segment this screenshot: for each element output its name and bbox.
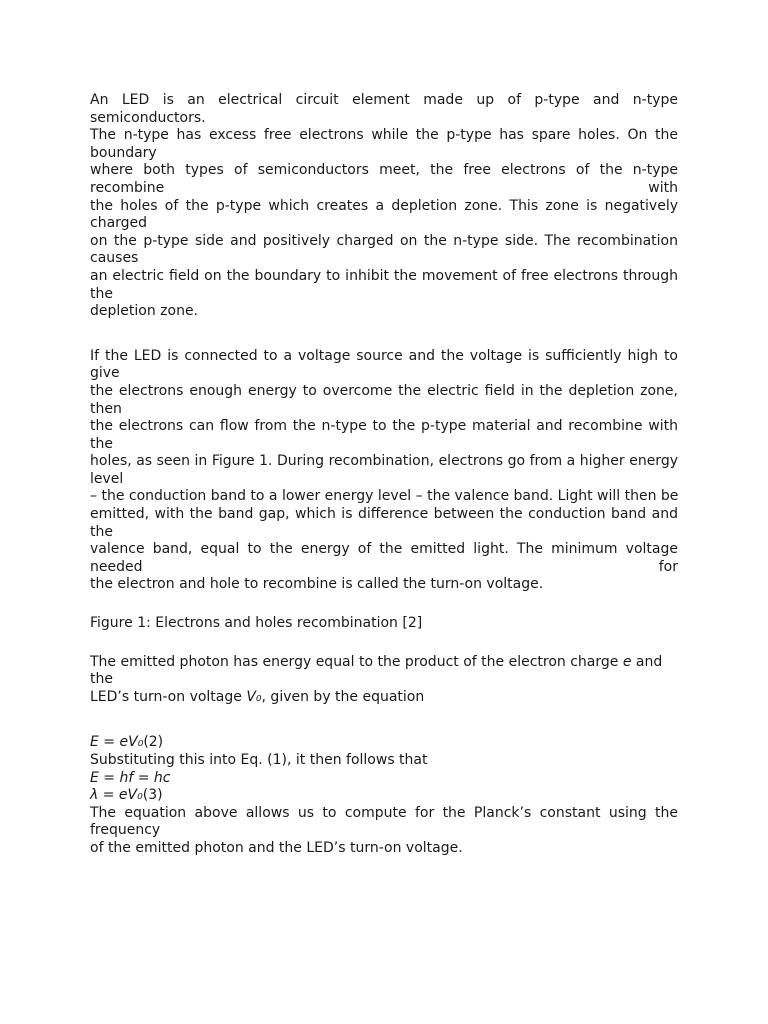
paragraph-led-intro	[90, 92, 678, 321]
text-line: The equation above allows us to compute for the Planck’s constant using the	[90, 804, 678, 821]
text-line: semiconductors.	[90, 109, 206, 126]
text-line: The n-type has excess free electrons while the p-type has spare holes. On the	[90, 127, 678, 144]
text-line: the electron and hole to recombine is called the turn-on voltage.	[90, 576, 544, 593]
variable-v0: V₀	[246, 688, 262, 705]
eq-expression: E = hf = hc	[90, 769, 171, 786]
text-fragment: The emitted photon has energy equal to the product of the electron charge	[90, 653, 623, 670]
text-line: the	[90, 671, 113, 688]
text-line: the	[90, 285, 113, 302]
eq-rhs: eV₀	[118, 787, 143, 804]
text-line: of the emitted photon and the LED’s turn-on voltage.	[90, 839, 463, 856]
text-line: charged	[90, 215, 148, 232]
text-fragment: with	[648, 179, 678, 196]
eq-rhs: eV₀	[119, 734, 144, 751]
text-line: Substituting this into Eq. (1), it then follows that	[90, 752, 428, 768]
text-line: the electrons can flow from the n-type to the p-type material and recombine with	[90, 418, 678, 435]
equation-3	[90, 787, 678, 805]
equation-2	[90, 734, 678, 752]
text-line: – the conduction band to a lower energy level – the valence band. Light will then be	[90, 488, 679, 505]
text-line: then	[90, 400, 122, 417]
text-line: the	[90, 435, 113, 452]
text-line: the	[90, 523, 113, 540]
eq-lhs: E	[90, 734, 99, 751]
document-page	[90, 92, 678, 858]
equations-block	[90, 734, 678, 804]
text-line	[90, 559, 678, 577]
text-line: holes, as seen in Figure 1. During recombination, electrons go from a higher energy	[90, 453, 678, 470]
text-line: level	[90, 470, 124, 487]
text-line	[90, 654, 678, 672]
text-fragment: , given by the equation	[261, 688, 425, 705]
eq-lhs: λ =	[90, 787, 119, 804]
equation-hf	[90, 770, 678, 788]
text-fragment: needed	[90, 558, 143, 575]
text-fragment: recombine	[90, 179, 165, 196]
text-line: If the LED is connected to a voltage source and the voltage is sufficiently high to	[90, 347, 678, 364]
text-fragment: for	[658, 558, 678, 575]
text-line	[90, 689, 678, 707]
text-line	[90, 180, 678, 198]
eq-number: (2)	[143, 734, 164, 751]
text-line: causes	[90, 250, 139, 267]
paragraph-planck-constant	[90, 805, 678, 858]
text-line: boundary	[90, 144, 157, 161]
eq-equals: =	[98, 734, 120, 751]
text-fragment: LED’s turn-on voltage	[90, 688, 247, 705]
text-line: the electrons enough energy to overcome the electric field in the depletion zone,	[90, 382, 678, 399]
text-line: on the p-type side and positively charged on the n-type side. The recombination	[90, 232, 678, 249]
text-line: an electric field on the boundary to inhibit the movement of free electrons through	[90, 267, 678, 284]
paragraph-photon-energy	[90, 654, 678, 707]
figure-caption: Figure 1: Electrons and holes recombination [2]	[90, 615, 423, 632]
text-line: where both types of semiconductors meet, the free electrons of the n-type	[90, 162, 678, 179]
paragraph-led-voltage	[90, 348, 678, 594]
text-line: An LED is an electrical circuit element made up of p-type and n-type	[90, 92, 678, 108]
eq-number: (3)	[142, 787, 163, 804]
text-line: valence band, equal to the energy of the emitted light. The minimum voltage	[90, 541, 678, 558]
variable-e: e	[622, 653, 632, 670]
text-line: frequency	[90, 822, 161, 839]
text-fragment: and	[631, 653, 663, 670]
text-line: emitted, with the band gap, which is difference between the conduction band and	[90, 506, 678, 523]
text-line: the holes of the p-type which creates a depletion zone. This zone is negatively	[90, 197, 678, 214]
text-line: depletion zone.	[90, 303, 199, 320]
text-line: give	[90, 365, 120, 382]
